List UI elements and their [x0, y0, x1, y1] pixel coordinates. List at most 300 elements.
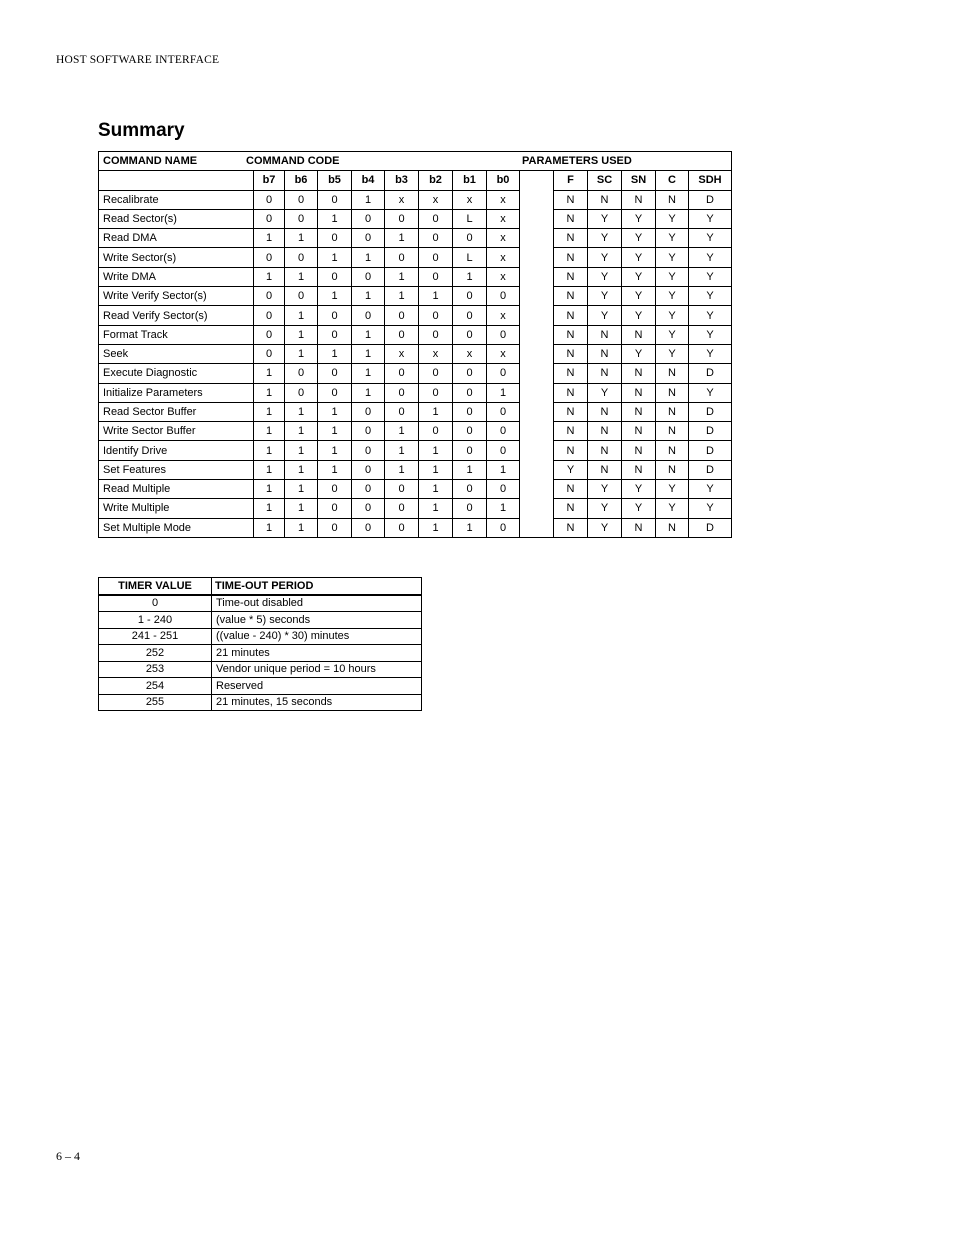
param-cell: N [656, 460, 689, 479]
timer-value-cell: 253 [99, 661, 212, 678]
table-row [99, 287, 732, 306]
bit-cell: 0 [385, 480, 419, 499]
table-row [99, 645, 422, 662]
table-row [99, 441, 732, 460]
param-cell: Y [656, 287, 689, 306]
bit-cell: 0 [352, 480, 385, 499]
param-cell: Y [689, 499, 732, 518]
timer-value-table [98, 577, 422, 711]
command-name-cell: Write Verify Sector(s) [99, 287, 254, 306]
column-gap [520, 267, 554, 286]
blank-header-cell [99, 171, 254, 190]
bit-cell: 1 [419, 480, 453, 499]
bit-cell: 0 [254, 325, 285, 344]
param-cell: D [689, 402, 732, 421]
bit-cell: x [487, 248, 520, 267]
bit-cell: 1 [419, 460, 453, 479]
section-title: Summary [98, 120, 185, 141]
param-cell: Y [656, 306, 689, 325]
bit-cell: 0 [318, 306, 352, 325]
timeout-period-cell: (value * 5) seconds [212, 612, 422, 629]
param-cell: Y [588, 480, 622, 499]
param-cell: N [622, 460, 656, 479]
table-row [99, 422, 732, 441]
bit-cell: 0 [318, 325, 352, 344]
bit-cell: 1 [254, 364, 285, 383]
bit-cell: x [487, 209, 520, 228]
bit-cell: 1 [285, 480, 318, 499]
bit-cell: 1 [254, 402, 285, 421]
table-row [99, 678, 422, 695]
param-cell: N [622, 402, 656, 421]
table-row [99, 267, 732, 286]
param-cell: N [656, 364, 689, 383]
param-cell: N [554, 344, 588, 363]
timer-value-cell: 1 - 240 [99, 612, 212, 629]
bit-cell: 1 [285, 325, 318, 344]
param-cell: N [622, 422, 656, 441]
param-cell: N [554, 480, 588, 499]
param-cell: Y [689, 325, 732, 344]
param-cell: N [554, 287, 588, 306]
bit-cell: 0 [487, 364, 520, 383]
bit-cell: 0 [453, 325, 487, 344]
param-cell: N [622, 383, 656, 402]
param-cell: N [554, 248, 588, 267]
table-row [99, 460, 732, 479]
bit-cell: 0 [453, 383, 487, 402]
bit-cell: 0 [487, 287, 520, 306]
command-code-header: COMMAND CODE [246, 155, 340, 167]
bit-cell: 1 [285, 518, 318, 537]
bit-cell: 0 [318, 190, 352, 209]
table-row [99, 499, 732, 518]
command-name-cell: Recalibrate [99, 190, 254, 209]
bit-cell: L [453, 209, 487, 228]
param-cell: Y [622, 287, 656, 306]
bit-cell: 1 [318, 402, 352, 421]
param-cell: Y [656, 325, 689, 344]
command-name-cell: Read Verify Sector(s) [99, 306, 254, 325]
command-name-cell: Read Sector Buffer [99, 402, 254, 421]
bit-cell: x [487, 306, 520, 325]
param-cell: N [656, 402, 689, 421]
bit-cell: 1 [254, 267, 285, 286]
param-cell: Y [656, 480, 689, 499]
bit-cell: 0 [385, 306, 419, 325]
param-cell: N [554, 229, 588, 248]
bit-cell: 0 [254, 287, 285, 306]
param-cell: N [622, 364, 656, 383]
bit-cell: 1 [487, 460, 520, 479]
bit-cell: x [419, 190, 453, 209]
bit-cell: 0 [419, 325, 453, 344]
param-cell: N [554, 422, 588, 441]
command-name-cell: Write Multiple [99, 499, 254, 518]
bit-cell: 0 [453, 229, 487, 248]
bit-cell: 1 [487, 499, 520, 518]
column-gap [520, 364, 554, 383]
param-header-c: C [656, 171, 689, 190]
param-cell: N [622, 441, 656, 460]
bit-cell: L [453, 248, 487, 267]
bit-cell: 1 [419, 287, 453, 306]
param-cell: N [554, 383, 588, 402]
param-cell: Y [588, 287, 622, 306]
bit-cell: x [453, 344, 487, 363]
bit-cell: 0 [352, 460, 385, 479]
bit-cell: 0 [453, 422, 487, 441]
bit-cell: 0 [385, 364, 419, 383]
command-name-cell: Write Sector(s) [99, 248, 254, 267]
column-gap [520, 344, 554, 363]
bit-cell: 0 [453, 480, 487, 499]
timeout-period-cell: Vendor unique period = 10 hours [212, 661, 422, 678]
column-gap [520, 441, 554, 460]
param-cell: N [656, 383, 689, 402]
bit-cell: x [487, 267, 520, 286]
bit-cell: 0 [318, 499, 352, 518]
bit-cell: x [487, 344, 520, 363]
bit-cell: 0 [453, 306, 487, 325]
bit-cell: 1 [352, 248, 385, 267]
bit-cell: 0 [352, 518, 385, 537]
bit-header-b4: b4 [352, 171, 385, 190]
bit-cell: 1 [285, 499, 318, 518]
bit-cell: 0 [254, 306, 285, 325]
param-cell: N [554, 209, 588, 228]
param-cell: Y [689, 306, 732, 325]
bit-cell: 1 [318, 460, 352, 479]
bit-cell: 1 [453, 267, 487, 286]
param-cell: Y [689, 344, 732, 363]
bit-cell: 0 [318, 267, 352, 286]
bit-cell: 1 [285, 306, 318, 325]
param-cell: Y [622, 480, 656, 499]
column-gap [520, 402, 554, 421]
param-cell: Y [689, 267, 732, 286]
param-cell: N [588, 344, 622, 363]
param-cell: Y [588, 499, 622, 518]
param-header-sn: SN [622, 171, 656, 190]
bit-cell: x [385, 344, 419, 363]
bit-cell: x [385, 190, 419, 209]
command-name-cell: Write DMA [99, 267, 254, 286]
bit-cell: 1 [352, 325, 385, 344]
param-cell: Y [656, 344, 689, 363]
command-name-cell: Execute Diagnostic [99, 364, 254, 383]
bit-cell: 1 [385, 422, 419, 441]
table-row [99, 209, 732, 228]
table-header-row [99, 152, 732, 171]
param-cell: Y [656, 209, 689, 228]
param-cell: Y [656, 499, 689, 518]
param-cell: D [689, 190, 732, 209]
bit-cell: 0 [453, 499, 487, 518]
column-gap [520, 518, 554, 537]
bit-cell: 1 [285, 422, 318, 441]
bit-cell: 1 [318, 422, 352, 441]
bit-cell: 0 [419, 422, 453, 441]
table-row [99, 480, 732, 499]
bit-header-b0: b0 [487, 171, 520, 190]
table-row [99, 344, 732, 363]
table-row [99, 518, 732, 537]
timeout-period-header: TIME-OUT PERIOD [212, 578, 422, 595]
param-cell: D [689, 441, 732, 460]
bit-cell: 0 [318, 518, 352, 537]
param-cell: N [656, 441, 689, 460]
param-cell: N [588, 325, 622, 344]
param-cell: D [689, 422, 732, 441]
bit-cell: 1 [285, 267, 318, 286]
bit-cell: 0 [318, 364, 352, 383]
bit-cell: 1 [254, 518, 285, 537]
command-name-cell: Read Sector(s) [99, 209, 254, 228]
bit-cell: 1 [254, 460, 285, 479]
table-row [99, 595, 422, 612]
table-row [99, 190, 732, 209]
bit-cell: 0 [318, 229, 352, 248]
bit-cell: 0 [487, 480, 520, 499]
bit-cell: x [487, 229, 520, 248]
table-row [99, 661, 422, 678]
command-summary-table [98, 151, 732, 538]
bit-cell: 0 [285, 383, 318, 402]
bit-cell: 0 [318, 383, 352, 402]
bit-cell: 0 [385, 402, 419, 421]
command-name-cell: Write Sector Buffer [99, 422, 254, 441]
bit-cell: 1 [318, 209, 352, 228]
bit-cell: 0 [419, 209, 453, 228]
table-row [99, 364, 732, 383]
bit-cell: 0 [285, 248, 318, 267]
param-header-f: F [554, 171, 588, 190]
table-row [99, 694, 422, 711]
timer-value-cell: 241 - 251 [99, 628, 212, 645]
param-cell: Y [622, 229, 656, 248]
bit-cell: x [487, 190, 520, 209]
bit-cell: 0 [285, 364, 318, 383]
command-name-cell: Format Track [99, 325, 254, 344]
bit-cell: 0 [285, 287, 318, 306]
param-cell: Y [554, 460, 588, 479]
command-name-cell: Initialize Parameters [99, 383, 254, 402]
bit-cell: 0 [487, 422, 520, 441]
bit-cell: 0 [352, 441, 385, 460]
timeout-period-cell: ((value - 240) * 30) minutes [212, 628, 422, 645]
table-row [99, 306, 732, 325]
bit-cell: 1 [254, 499, 285, 518]
timer-header-row [99, 578, 422, 595]
bit-cell: 1 [419, 441, 453, 460]
param-cell: Y [622, 344, 656, 363]
param-cell: N [588, 441, 622, 460]
bit-cell: 0 [453, 364, 487, 383]
command-name-cell: Seek [99, 344, 254, 363]
param-cell: N [554, 190, 588, 209]
column-gap [520, 287, 554, 306]
param-cell: N [588, 460, 622, 479]
bit-cell: 1 [385, 441, 419, 460]
param-header-sdh: SDH [689, 171, 732, 190]
param-cell: N [622, 325, 656, 344]
bit-cell: 0 [385, 518, 419, 537]
bit-cell: 1 [352, 287, 385, 306]
bit-cell: 0 [453, 402, 487, 421]
bit-cell: 1 [254, 480, 285, 499]
param-cell: N [588, 364, 622, 383]
bit-cell: x [419, 344, 453, 363]
param-header-sc: SC [588, 171, 622, 190]
command-name-cell: Read Multiple [99, 480, 254, 499]
param-cell: Y [622, 209, 656, 228]
bit-cell: 0 [254, 190, 285, 209]
bit-cell: 0 [352, 209, 385, 228]
bit-cell: 0 [419, 229, 453, 248]
bit-header-b6: b6 [285, 171, 318, 190]
bit-cell: 1 [318, 248, 352, 267]
bit-cell: x [453, 190, 487, 209]
bit-cell: 1 [385, 267, 419, 286]
command-name-cell: Set Multiple Mode [99, 518, 254, 537]
param-cell: N [588, 190, 622, 209]
command-name-cell: Identify Drive [99, 441, 254, 460]
bit-header-b7: b7 [254, 171, 285, 190]
param-cell: Y [588, 518, 622, 537]
param-cell: D [689, 460, 732, 479]
bit-cell: 1 [254, 441, 285, 460]
bit-cell: 0 [352, 267, 385, 286]
timeout-period-cell: 21 minutes, 15 seconds [212, 694, 422, 711]
bit-cell: 1 [385, 287, 419, 306]
bit-header-b5: b5 [318, 171, 352, 190]
timeout-period-cell: Time-out disabled [212, 595, 422, 612]
column-gap [520, 460, 554, 479]
bit-cell: 1 [453, 518, 487, 537]
running-head: HOST SOFTWARE INTERFACE [56, 54, 220, 66]
bit-cell: 0 [254, 344, 285, 363]
column-gap [520, 171, 554, 190]
bit-cell: 0 [453, 287, 487, 306]
bit-header-b3: b3 [385, 171, 419, 190]
table-group-header [99, 152, 732, 171]
bit-cell: 1 [285, 344, 318, 363]
bit-cell: 1 [487, 383, 520, 402]
bit-cell: 1 [419, 518, 453, 537]
bit-cell: 1 [352, 344, 385, 363]
timer-value-cell: 0 [99, 595, 212, 612]
command-name-header: COMMAND NAME [103, 155, 198, 167]
column-gap [520, 422, 554, 441]
bit-cell: 0 [385, 248, 419, 267]
column-gap [520, 499, 554, 518]
bit-cell: 1 [318, 344, 352, 363]
param-cell: Y [689, 383, 732, 402]
param-cell: N [554, 267, 588, 286]
table-row [99, 248, 732, 267]
column-gap [520, 306, 554, 325]
bit-cell: 1 [285, 460, 318, 479]
column-gap [520, 325, 554, 344]
param-cell: N [554, 499, 588, 518]
param-cell: Y [656, 229, 689, 248]
param-cell: Y [588, 229, 622, 248]
param-cell: Y [588, 267, 622, 286]
bit-cell: 0 [487, 325, 520, 344]
bit-cell: 0 [254, 209, 285, 228]
param-cell: Y [622, 267, 656, 286]
table-row [99, 325, 732, 344]
bit-cell: 0 [487, 402, 520, 421]
param-cell: N [656, 422, 689, 441]
param-cell: N [554, 402, 588, 421]
command-name-cell: Set Features [99, 460, 254, 479]
bit-cell: 1 [352, 383, 385, 402]
param-cell: Y [588, 306, 622, 325]
bit-header-b2: b2 [419, 171, 453, 190]
param-cell: N [588, 402, 622, 421]
page-number: 6 – 4 [56, 1149, 80, 1163]
bit-cell: 0 [419, 306, 453, 325]
table-row [99, 612, 422, 629]
param-cell: D [689, 364, 732, 383]
column-gap [520, 229, 554, 248]
timeout-period-cell: Reserved [212, 678, 422, 695]
bit-cell: 0 [419, 364, 453, 383]
command-name-cell: Read DMA [99, 229, 254, 248]
param-cell: N [554, 325, 588, 344]
bit-cell: 1 [419, 499, 453, 518]
param-cell: N [588, 422, 622, 441]
bit-cell: 1 [254, 383, 285, 402]
bit-cell: 1 [352, 364, 385, 383]
param-cell: Y [588, 209, 622, 228]
bit-cell: 0 [352, 499, 385, 518]
bit-cell: 1 [285, 229, 318, 248]
bit-cell: 0 [385, 499, 419, 518]
bit-cell: 0 [385, 209, 419, 228]
bit-cell: 0 [453, 441, 487, 460]
bit-cell: 0 [352, 402, 385, 421]
timer-value-header: TIMER VALUE [99, 578, 212, 595]
param-cell: N [656, 518, 689, 537]
bit-cell: 1 [385, 229, 419, 248]
timeout-period-cell: 21 minutes [212, 645, 422, 662]
param-cell: N [554, 364, 588, 383]
bit-header-row [99, 171, 732, 190]
param-cell: D [689, 518, 732, 537]
param-cell: N [622, 190, 656, 209]
param-cell: Y [622, 248, 656, 267]
param-cell: N [622, 518, 656, 537]
bit-cell: 0 [352, 229, 385, 248]
bit-cell: 0 [285, 190, 318, 209]
param-cell: N [656, 190, 689, 209]
param-cell: N [554, 306, 588, 325]
column-gap [520, 248, 554, 267]
timer-value-cell: 255 [99, 694, 212, 711]
timer-value-cell: 254 [99, 678, 212, 695]
bit-cell: 1 [419, 402, 453, 421]
bit-cell: 1 [352, 190, 385, 209]
bit-cell: 1 [453, 460, 487, 479]
table-row [99, 383, 732, 402]
bit-cell: 0 [352, 422, 385, 441]
bit-cell: 1 [385, 460, 419, 479]
param-cell: Y [588, 383, 622, 402]
bit-cell: 0 [419, 383, 453, 402]
